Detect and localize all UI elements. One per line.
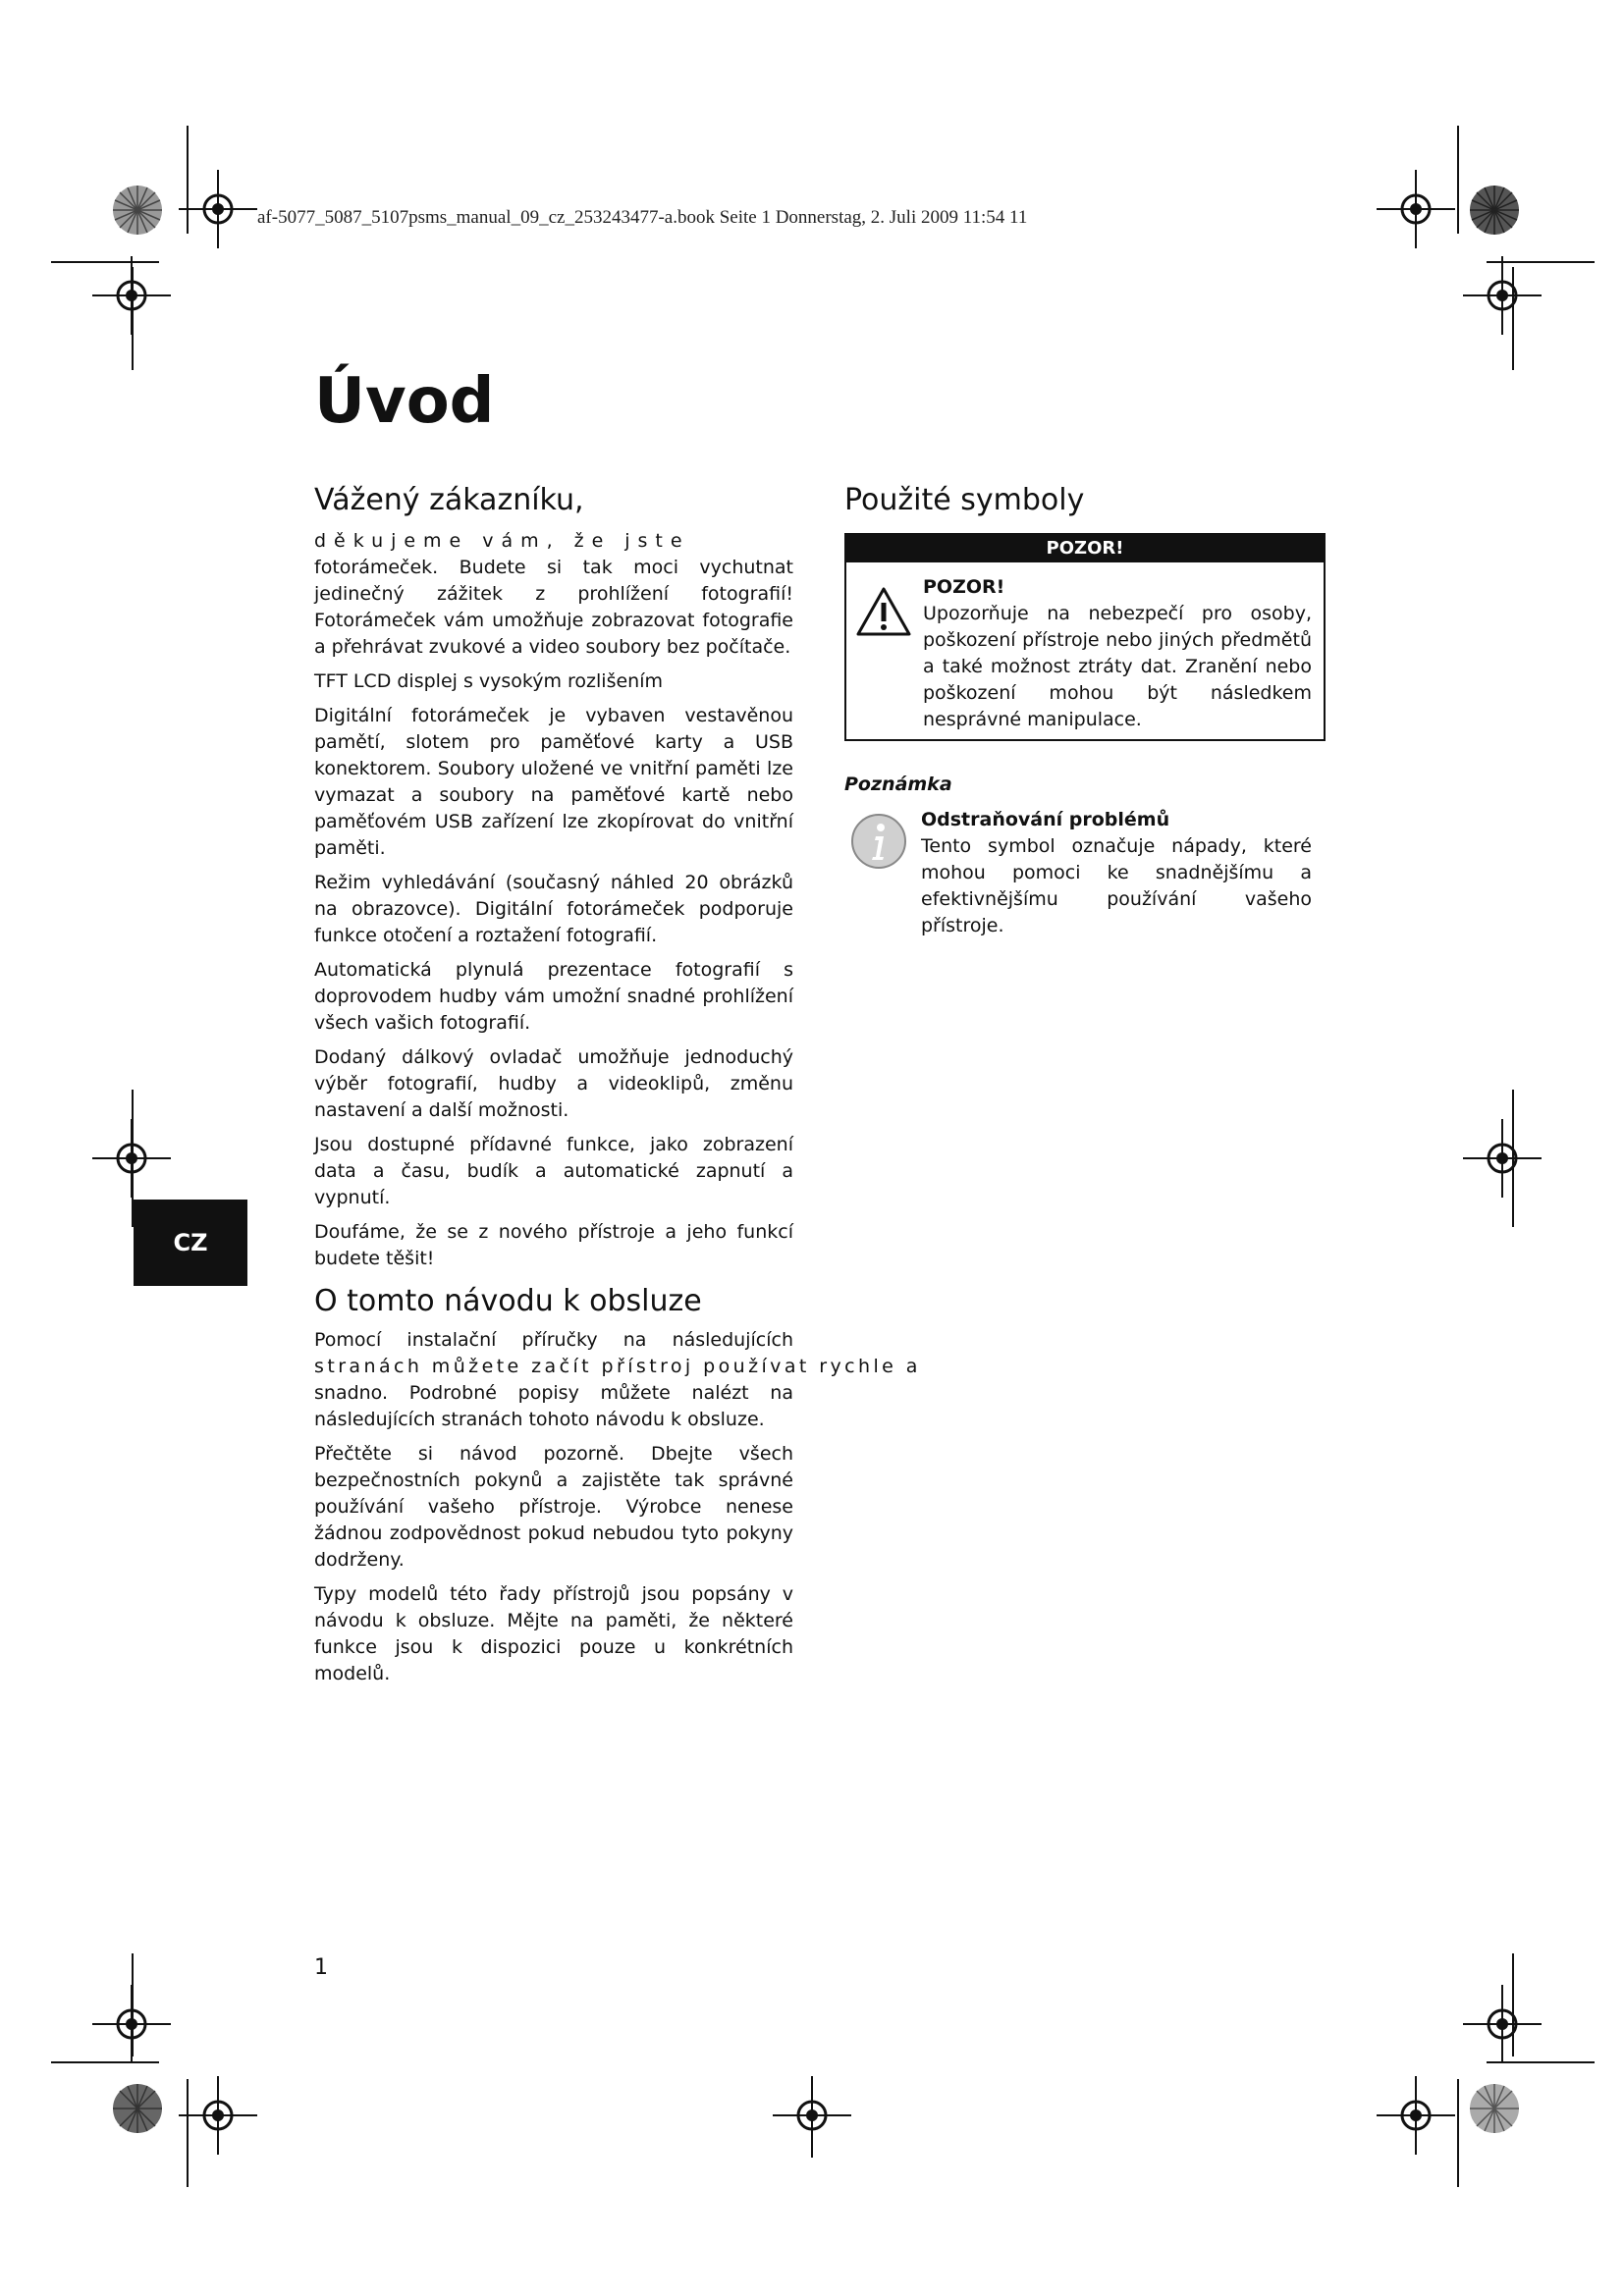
info-icon — [850, 813, 907, 870]
paragraph: Režim vyhledávání (současný náhled 20 obrázků na obrazovce). Digitální fotorámeček podporuje funkce otočení a roztažení fotografií. — [314, 872, 793, 946]
paragraph: Doufáme, že se z nového přístroje a jeho funkcí budete těšit! — [314, 1221, 793, 1269]
paragraph: snadno. Podrobné popisy můžete nalézt na následujících stranách tohoto návodu k obsluze. — [314, 1382, 793, 1430]
registration-mark-icon — [179, 2076, 257, 2155]
print-header: af-5077_5087_5107psms_manual_09_cz_253243477-a.book Seite 1 Donnerstag, 2. Juli 2009 11:54 11 — [257, 207, 1028, 228]
section-heading-manual: O tomto návodu k obsluze — [314, 1284, 702, 1318]
section-heading-symbols: Použité symboly — [844, 483, 1085, 517]
note-title: Odstraňování problémů — [921, 809, 1170, 830]
intro-text-block — [314, 528, 793, 1280]
crop-mark — [811, 2089, 813, 2158]
paragraph: Digitální fotorámeček je vybaven vestavěnou pamětí, slotem pro paměťové karty a USB konektorem. Soubory uložené ve vnitřní paměti lze vymazat a soubory na paměťové kartě nebo paměťovém USB zařízení lze zkopírovat do vnitřní paměti. — [314, 705, 793, 859]
warning-bar: POZOR! — [846, 535, 1324, 562]
registration-mark-icon — [1377, 2076, 1455, 2155]
manual-text-block — [314, 1327, 921, 1695]
registration-mark-icon — [1377, 170, 1455, 248]
paragraph: Automatická plynulá prezentace fotografií s doprovodem hudby vám umožní snadné prohlížení všech vašich fotografií. — [314, 959, 793, 1034]
color-wheel-icon — [1469, 185, 1520, 236]
color-wheel-icon — [112, 2083, 163, 2134]
paragraph: Dodaný dálkový ovladač umožňuje jednoduchý výběr fotografií, hudby a videoklipů, změnu nastavení a další možnosti. — [314, 1046, 793, 1121]
registration-mark-icon — [1463, 1119, 1542, 1198]
note-text: Tento symbol označuje nápady, které mohou pomoci ke snadnějšímu a efektivnějšímu používání vašeho přístroje. — [921, 835, 1312, 936]
registration-mark-icon — [92, 1985, 171, 2063]
section-heading-customer: Vážený zákazníku, — [314, 483, 584, 517]
registration-mark-icon — [1463, 1985, 1542, 2063]
warning-title: POZOR! — [923, 576, 1005, 598]
color-wheel-icon — [1469, 2083, 1520, 2134]
language-tab: CZ — [134, 1200, 247, 1286]
paragraph: TFT LCD displej s vysokým rozlišením — [314, 670, 663, 692]
paragraph: Jsou dostupné přídavné funkce, jako zobrazení data a času, budík a automatické zapnutí a vypnutí. — [314, 1134, 793, 1208]
registration-mark-icon — [92, 1119, 171, 1198]
warning-content — [923, 574, 1312, 733]
paragraph: Přečtěte si návod pozorně. Dbejte všech bezpečnostních pokynů a zajistěte tak správné používání vašeho přístroje. Výrobce nenese žádnou zodpovědnost pokud nebudou tyto pokyny dodrženy. — [314, 1443, 793, 1571]
registration-mark-icon — [92, 256, 171, 335]
note-content — [921, 807, 1312, 939]
warning-box — [844, 533, 1326, 741]
note-label: Poznámka — [844, 774, 952, 795]
warning-triangle-icon — [856, 586, 911, 637]
paragraph: Typy modelů této řady přístrojů jsou popsány v návodu k obsluze. Mějte na paměti, že některé funkce jsou k dispozici pouze u konkrétních modelů. — [314, 1583, 793, 1684]
warning-text: Upozorňuje na nebezpečí pro osoby, poškození přístroje nebo jiných předmětů a také možnost ztráty dat. Zranění nebo poškození mohou být následkem nesprávné manipulace. — [923, 603, 1312, 730]
paragraph: fotorámeček. Budete si tak moci vychutnat jedinečný zážitek z prohlížení fotografií! Fotorámeček vám umožňuje zobrazovat fotografie a přehrávat zvukové a video soubory bez počítače. — [314, 557, 793, 658]
registration-mark-icon — [1463, 256, 1542, 335]
page-title: Úvod — [314, 365, 495, 438]
intro-first-line: děkujeme vám, že jste — [314, 530, 690, 552]
manual-line: Pomocí instalační příručky na následujících — [314, 1329, 793, 1351]
manual-line: stranách můžete začít přístroj používat rychle a — [314, 1356, 921, 1377]
page-number: 1 — [314, 1955, 328, 1980]
color-wheel-icon — [112, 185, 163, 236]
registration-mark-icon — [179, 170, 257, 248]
